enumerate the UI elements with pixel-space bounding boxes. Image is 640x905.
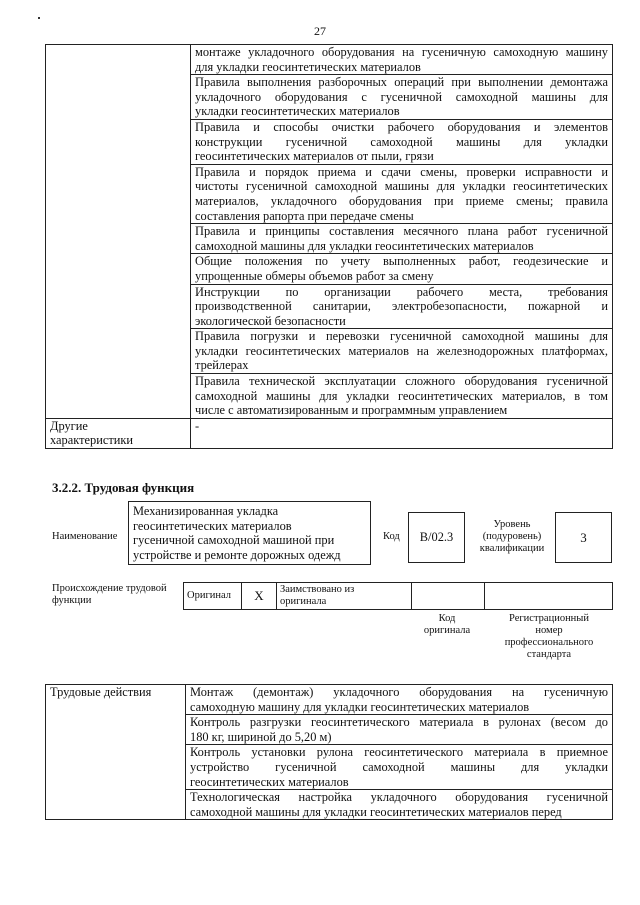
knowledge-item xyxy=(191,164,613,223)
text-line: составления рапорта при передаче смены xyxy=(195,208,414,223)
text-line: самоходную машину для укладки геосинтетических материалов xyxy=(190,699,530,714)
text-line: Правила и принципы составления месячного плана работ гусеничной xyxy=(195,224,608,239)
code-caption-line: Код xyxy=(438,613,456,624)
origin-table xyxy=(183,582,613,610)
text-line: 180 кг, шириной до 5,20 м) xyxy=(190,729,332,744)
text-line: экологической безопасности xyxy=(195,313,346,328)
code-caption-line: оригинала xyxy=(423,625,471,636)
knowledge-item xyxy=(191,254,613,284)
section-title: 3.2.2. Трудовая функция xyxy=(52,480,195,495)
table-row xyxy=(46,45,613,75)
text-line: Правила погрузки и перевозки гусеничной самоходной машины для xyxy=(195,329,608,344)
function-name-line: гусеничной самоходной машиной при xyxy=(133,533,335,548)
text-line: Правила технической эксплуатации сложного оборудования гусеничной xyxy=(195,374,608,389)
text-line: трейлерах xyxy=(195,358,249,373)
registration-caption-line: стандарта xyxy=(526,649,572,660)
level-label xyxy=(472,519,552,555)
text-line: самоходной машины для укладки геосинтетических материалов xyxy=(195,238,534,253)
labor-action-item xyxy=(186,715,613,745)
text-line: упрощенные обмеры объемов работ за смену xyxy=(195,268,434,283)
registration-caption-line: номер xyxy=(535,625,563,636)
text-line: геосинтетических материалов от пыли, грязи xyxy=(195,149,434,164)
text-line: укладки геосинтетических материалов на железнодорожных платформах, xyxy=(195,343,608,358)
registration-number-cell xyxy=(485,583,613,610)
level-label-line: Уровень xyxy=(493,519,531,530)
text-line: Монтаж (демонтаж) укладочного оборудования на гусеничную xyxy=(190,685,608,699)
code-caption xyxy=(412,613,482,637)
text-line: для укладки геосинтетических материалов xyxy=(195,59,421,74)
labor-actions-label: Трудовые действия xyxy=(46,685,186,820)
text-line: Правила выполнения разборочных операций при выполнении демонтажа xyxy=(195,75,608,90)
text-line: монтаже укладочного оборудования на гусеничную самоходную машину xyxy=(195,45,608,59)
scan-speck xyxy=(38,17,40,19)
function-name-box xyxy=(128,501,371,565)
text-line: производственной санитарии, электробезопасности, пожарной и xyxy=(195,299,608,314)
registration-caption-line: профессионального xyxy=(504,637,594,648)
code-value: B/02.3 xyxy=(419,530,454,544)
other-characteristics-label xyxy=(46,418,191,448)
text-line: Контроль разгрузки геосинтетического материала в рулонах (весом до xyxy=(190,715,608,730)
level-label-line: квалификации xyxy=(479,543,545,554)
text-line: Контроль установки рулона геосинтетического материала в приемное xyxy=(190,745,608,760)
table-row xyxy=(46,685,613,715)
registration-caption xyxy=(486,613,612,661)
level-value-box xyxy=(555,512,612,563)
text-line: Другие xyxy=(50,418,88,433)
knowledge-item xyxy=(191,329,613,374)
origin-label-line: функции xyxy=(52,595,92,606)
text-line: самоходной машины для укладки геосинтетических материалов перед xyxy=(190,804,562,819)
page-number: 27 xyxy=(314,24,326,38)
other-characteristics-row xyxy=(46,418,613,448)
labor-action-item xyxy=(186,790,613,820)
original-code-cell xyxy=(412,583,485,610)
knowledge-item xyxy=(191,119,613,164)
text-line: Общие положения по учету выполненных работ, геодезические и xyxy=(195,254,608,269)
knowledge-item xyxy=(191,45,613,75)
original-label-cell xyxy=(184,583,242,610)
origin-label xyxy=(52,583,167,607)
text-line: Правила и способы очистки рабочего оборудования и элементов xyxy=(195,119,608,134)
text-line: укладочного оборудования с гусеничной самоходной машины для xyxy=(195,89,608,104)
original-mark-cell xyxy=(242,583,277,610)
function-name-line: устройстве и ремонте дорожных одежд xyxy=(133,547,341,562)
knowledge-item xyxy=(191,374,613,419)
function-name-line: геосинтетических материалов xyxy=(133,518,292,533)
original-mark: X xyxy=(254,588,264,603)
labor-action-item xyxy=(186,685,613,715)
text-line: самоходной машины для укладки геосинтетических материалов, в том xyxy=(195,388,608,403)
registration-caption-line: Регистрационный xyxy=(509,613,589,624)
text-line: Инструкции по организации рабочего места, требования xyxy=(195,284,608,299)
level-value: 3 xyxy=(580,530,587,545)
text-line: характеристики xyxy=(50,433,134,448)
text-line: числе с автоматизированным и программным управлением xyxy=(195,403,508,418)
text-line: Технологическая настройка укладочного оборудования гусеничной xyxy=(190,790,608,805)
borrowed-label-line: Заимствовано из xyxy=(280,584,355,595)
knowledge-item xyxy=(191,284,613,329)
text-line: чистоты гусеничной самоходной машины для укладки геосинтетических xyxy=(195,179,608,194)
labor-action-item xyxy=(186,745,613,790)
name-label: Наименование xyxy=(52,531,118,542)
code-label: Код xyxy=(383,531,400,542)
borrowed-label-line: оригинала xyxy=(280,596,327,607)
origin-label-line: Происхождение трудовой xyxy=(52,583,167,594)
code-value-box xyxy=(408,512,465,563)
knowledge-item xyxy=(191,224,613,254)
knowledge-item xyxy=(191,75,613,120)
other-characteristics-value: - xyxy=(191,418,613,448)
original-label: Оригинал xyxy=(187,590,231,601)
level-label-line: (подуровень) xyxy=(482,531,542,542)
row-label-cell xyxy=(46,45,191,419)
text-line: Правила и порядок приема и сдачи смены, проверки исправности и xyxy=(195,164,608,179)
text-line: конструкции гусеничной самоходной машины для укладки xyxy=(195,134,608,149)
text-line: устройство гусеничной самоходной машины для укладки xyxy=(190,759,608,774)
knowledge-table xyxy=(45,44,613,449)
borrowed-label-cell xyxy=(277,583,412,610)
text-line: укладки геосинтетических материалов xyxy=(195,104,400,119)
function-name-line: Механизированная укладка xyxy=(133,504,279,518)
text-line: материалов, укладочного оборудования при приеме смены; правила xyxy=(195,193,608,208)
labor-actions-table xyxy=(45,684,613,820)
text-line: геосинтетических материалов xyxy=(190,774,349,789)
